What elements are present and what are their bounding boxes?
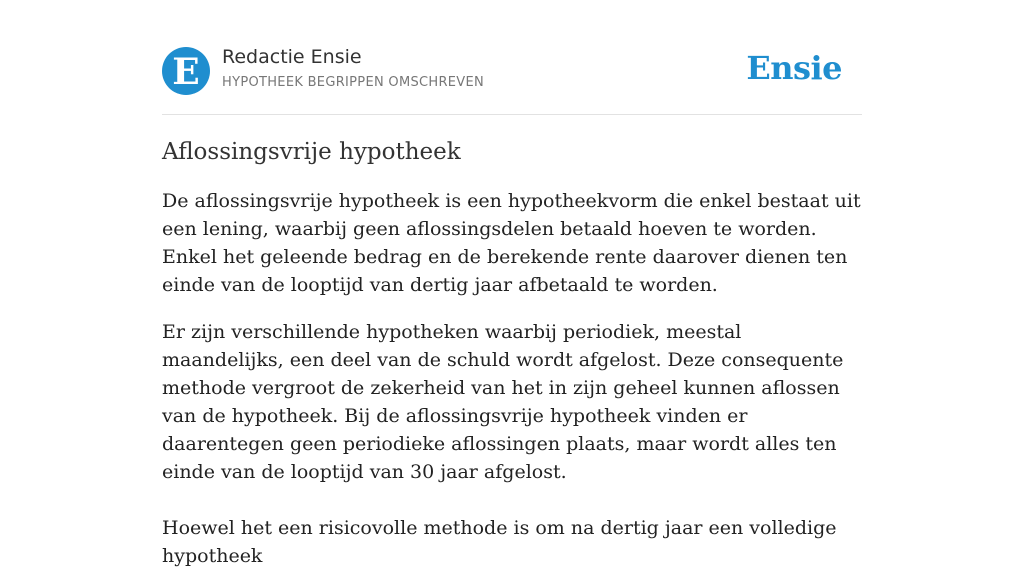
- article-paragraph: Er zijn verschillende hypotheken waarbij periodiek, meestal maandelijks, een deel van de schuld wordt afgelost. Deze consequente methode vergroot de zekerheid van het in zijn geheel kunnen aflossen van de hypotheek. Bij de aflossingsvrije hypotheek vinden er daarentegen geen periodieke aflossingen plaats, maar wordt alles ten einde van de looptijd van 30 jaar afgelost.: [162, 321, 844, 483]
- article-header: [162, 0, 862, 115]
- avatar-letter: E: [172, 51, 200, 93]
- article-paragraph: De aflossingsvrije hypotheek is een hypotheekvorm die enkel bestaat uit een lening, waarbij geen aflossingsdelen betaald hoeven te worden. Enkel het geleende bedrag en de berekende rente daarover dienen ten einde van de looptijd van dertig jaar afbetaald te worden.: [162, 190, 861, 296]
- category-subtitle[interactable]: HYPOTHEEK BEGRIPPEN OMSCHREVEN: [222, 75, 485, 90]
- author-name[interactable]: Redactie Ensie: [222, 46, 362, 68]
- author-avatar[interactable]: [162, 47, 210, 95]
- article-page: [162, 0, 862, 570]
- article-paragraph: Hoewel het een risicovolle methode is om na dertig jaar een volledige hypotheek: [162, 517, 837, 567]
- brand-logo[interactable]: Ensie: [746, 49, 842, 87]
- article-title: Aflossingsvrije hypotheek: [162, 139, 461, 165]
